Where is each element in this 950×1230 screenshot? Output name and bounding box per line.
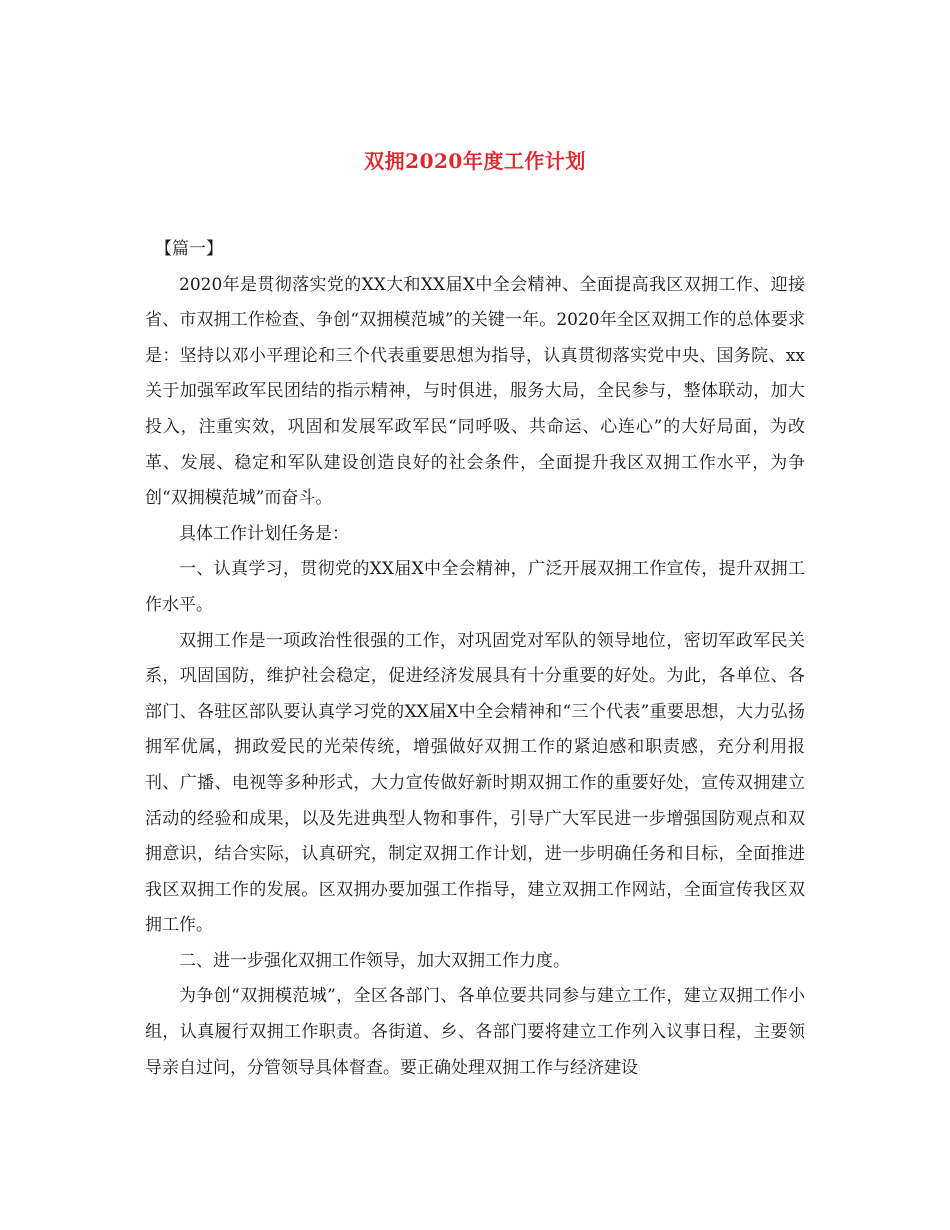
- paragraph: 为争创“双拥模范城”，全区各部门、各单位要共同参与建立工作，建立双拥工作小组，认真履行双拥工作职责。各街道、乡、各部门要将建立工作列入议事日程，主要领导亲自过问，分管领导具体督查。要正确处理双拥工作与经济建设: [145, 986, 805, 1078]
- paragraph: 具体工作计划任务是：: [179, 523, 349, 544]
- paragraph: 2020年是贯彻落实党的XX大和XX届X中全会精神、全面提高我区双拥工作、迎接省、市双拥工作检查、争创“双拥模范城”的关键一年。2020年全区双拥工作的总体要求是：坚持以邓小平理论和三个代表重要思想为指导，认真贯彻落实党中央、国务院、xx关于加强军政军民团结的指示精神，与时俱进，服务大局，全民参与，整体联动，加大投入，注重实效，巩固和发展军政军民“同呼吸、共命运、心连心”的大好局面，为改革、发展、稳定和军队建设创造良好的社会条件，全面提升我区双拥工作水平，为争创“双拥模范城”而奋斗。: [145, 274, 805, 509]
- paragraph: 双拥工作是一项政治性很强的工作，对巩固党对军队的领导地位，密切军政军民关系，巩固国防，维护社会稳定，促进经济发展具有十分重要的好处。为此，各单位、各部门、各驻区部队要认真学习党的XX届X中全会精神和“三个代表”重要思想，大力弘扬拥军优属，拥政爱民的光荣传统，增强做好双拥工作的紧迫感和职责感，充分利用报刊、广播、电视等多种形式，大力宣传做好新时期双拥工作的重要好处，宣传双拥建立活动的经验和成果，以及先进典型人物和事件，引导广大军民进一步增强国防观点和双拥意识，结合实际，认真研究，制定双拥工作计划，进一步明确任务和目标，全面推进我区双拥工作的发展。区双拥办要加强工作指导，建立双拥工作网站，全面宣传我区双拥工作。: [145, 630, 805, 936]
- paragraph: 二、进一步强化双拥工作领导，加大双拥工作力度。: [179, 950, 570, 971]
- section-heading: 【篇一】: [155, 239, 223, 259]
- document-body: [145, 232, 805, 1086]
- document-title: 双拥2020年度工作计划: [364, 149, 586, 173]
- paragraph: 一、认真学习，贯彻党的XX届X中全会精神，广泛开展双拥工作宣传，提升双拥工作水平。: [145, 559, 805, 615]
